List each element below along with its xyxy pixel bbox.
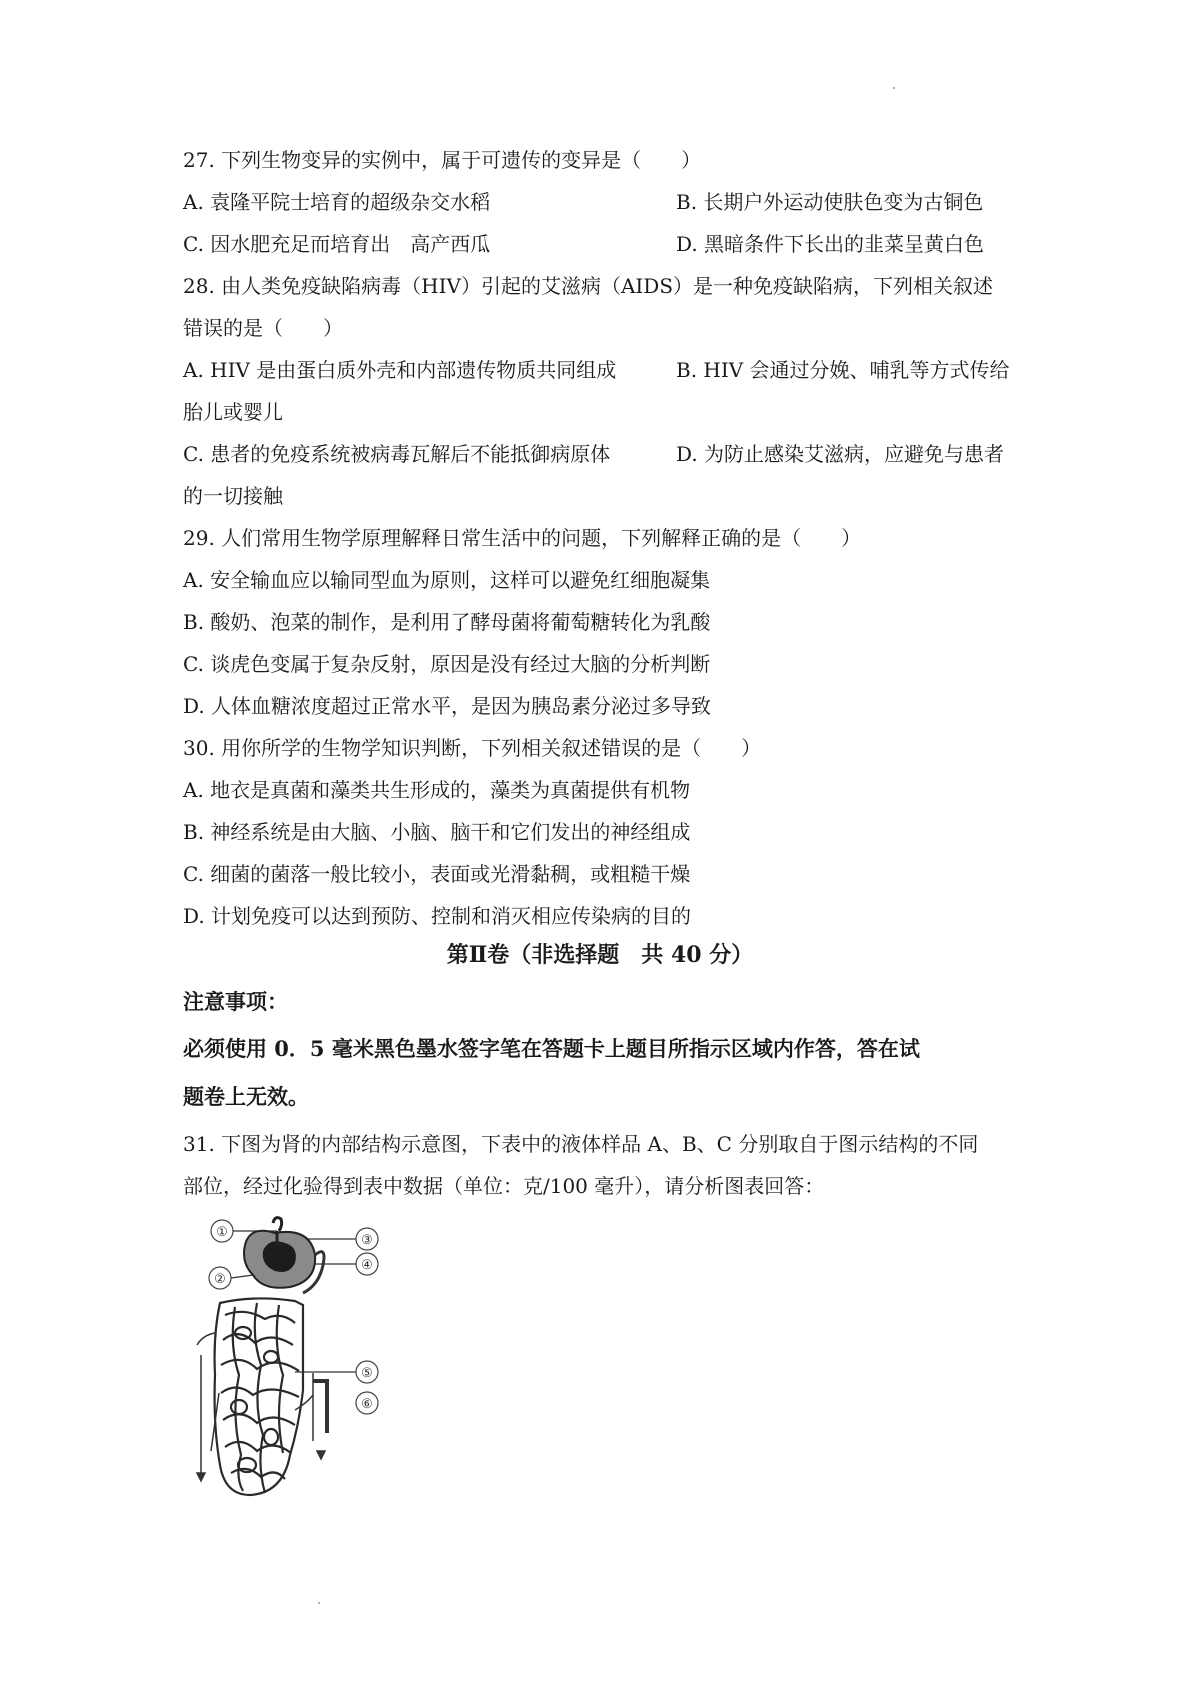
q28-option-c: C. 患者的免疫系统被病毒瓦解后不能抵御病原体 xyxy=(183,442,611,466)
nephron-diagram xyxy=(195,1215,395,1505)
q27-option-b: B. 长期户外运动使肤色变为古铜色 xyxy=(676,190,984,214)
glomerulus-capsule xyxy=(244,1218,324,1293)
q29-option-b: B. 酸奶、泡菜的制作，是利用了酵母菌将葡萄糖转化为乳酸 xyxy=(183,610,711,634)
q28-option-b-line2: 胎儿或婴儿 xyxy=(183,400,283,424)
q30-option-a: A. 地衣是真菌和藻类共生形成的，藻类为真菌提供有机物 xyxy=(183,778,691,802)
vessels xyxy=(197,1333,327,1481)
q31-stem-line2: 部位，经过化验得到表中数据（单位：克/100 毫升），请分析图表回答： xyxy=(183,1174,825,1198)
q29-option-a: A. 安全输血应以输同型血为原则，这样可以避免红细胞凝集 xyxy=(183,568,711,592)
q28-stem-line1: 28. 由人类免疫缺陷病毒（HIV）引起的艾滋病（AIDS）是一种免疫缺陷病，下列相关叙述 xyxy=(183,274,994,298)
q28-option-b-line1: B. HIV 会通过分娩、哺乳等方式传给 xyxy=(676,358,1010,382)
q28-option-d-line1: D. 为防止感染艾滋病，应避免与患者 xyxy=(676,442,1005,466)
diagram-label-5 xyxy=(295,1361,378,1383)
diagram-label-3 xyxy=(307,1228,378,1250)
tubule-network xyxy=(215,1298,303,1495)
svg-text:②: ② xyxy=(214,1272,226,1287)
q30-stem: 30. 用你所学的生物学知识判断，下列相关叙述错误的是（ ） xyxy=(183,736,762,760)
svg-text:⑤: ⑤ xyxy=(361,1366,373,1381)
q30-option-c: C. 细菌的菌落一般比较小，表面或光滑黏稠，或粗糙干燥 xyxy=(183,862,691,886)
svg-text:①: ① xyxy=(216,1225,228,1240)
svg-text:⑥: ⑥ xyxy=(361,1397,373,1412)
q29-option-d: D. 人体血糖浓度超过正常水平，是因为胰岛素分泌过多导致 xyxy=(183,694,712,718)
scan-speck xyxy=(318,1602,320,1604)
notice-line1: 必须使用 0．5 毫米黑色墨水签字笔在答题卡上题目所指示区域内作答，答在试 xyxy=(183,1036,920,1061)
q28-option-a: A. HIV 是由蛋白质外壳和内部遗传物质共同组成 xyxy=(183,358,617,382)
diagram-label-2 xyxy=(209,1267,253,1289)
q30-option-b: B. 神经系统是由大脑、小脑、脑干和它们发出的神经组成 xyxy=(183,820,691,844)
q27-option-d: D. 黑暗条件下长出的韭菜呈黄白色 xyxy=(676,232,985,256)
q27-stem: 27. 下列生物变异的实例中，属于可遗传的变异是（ ） xyxy=(183,148,702,172)
scan-speck xyxy=(893,87,895,89)
notice-heading: 注意事项： xyxy=(183,989,288,1014)
q29-option-c: C. 谈虎色变属于复杂反射，原因是没有经过大脑的分析判断 xyxy=(183,652,711,676)
q29-stem: 29. 人们常用生物学原理解释日常生活中的问题，下列解释正确的是（ ） xyxy=(183,526,862,550)
svg-text:④: ④ xyxy=(361,1258,373,1273)
q28-option-d-line2: 的一切接触 xyxy=(183,484,283,508)
q27-option-c: C. 因水肥充足而培育出 高产西瓜 xyxy=(183,232,491,256)
q30-option-d: D. 计划免疫可以达到预防、控制和消灭相应传染病的目的 xyxy=(183,904,692,928)
section-title: 第Ⅱ卷（非选择题 共 40 分） xyxy=(446,942,754,968)
q27-option-a: A. 袁隆平院士培育的超级杂交水稻 xyxy=(183,190,491,214)
notice-line2: 题卷上无效。 xyxy=(183,1084,309,1109)
diagram-label-6 xyxy=(356,1392,378,1414)
q31-stem-line1: 31. 下图为肾的内部结构示意图，下表中的液体样品 A、B、C 分别取自于图示结构的不同 xyxy=(183,1132,979,1156)
q28-stem-line2: 错误的是（ ） xyxy=(183,316,343,340)
svg-text:③: ③ xyxy=(361,1233,373,1248)
